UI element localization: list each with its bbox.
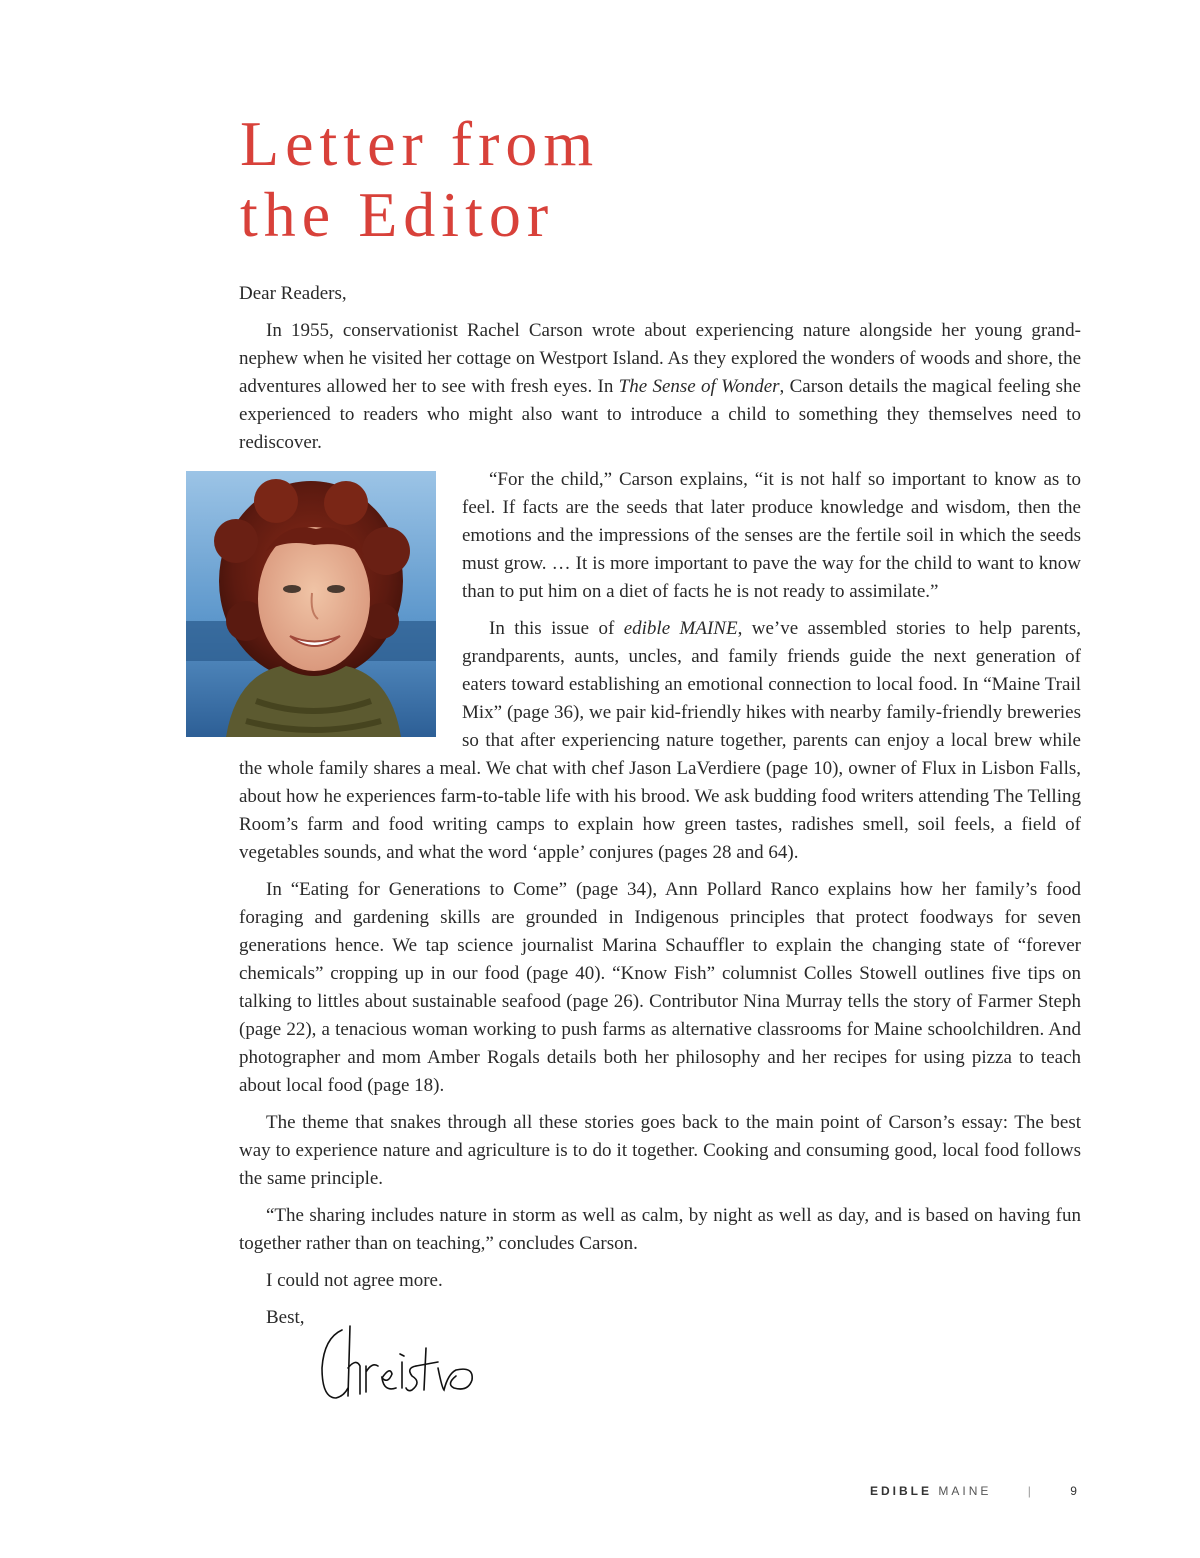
paragraph-5: The theme that snakes through all these stories goes back to the main point of Carson’s essay: The best way to experience nature and agriculture is to do it together. Cooking and consuming good, local food follows the same principle.: [239, 1112, 1081, 1189]
footer-brand: EDIBLE: [870, 1484, 933, 1498]
book-title: The Sense of Wonder: [618, 376, 780, 397]
page-number: 9: [1070, 1484, 1080, 1498]
paragraph-7: I could not agree more.: [266, 1270, 443, 1291]
paragraph-4: In “Eating for Generations to Come” (page 34), Ann Pollard Ranco explains how her family’s food foraging and gardening skills are grounded in Indigenous principles that protect foodways for seven generations hence. We tap science journalist Marina Schauffler to explain the changing state of “forever chemicals” cropping up in our food (page 40). “Know Fish” columnist Colles Stowell outlines five tips on talking to littles about sustainable seafood (page 26). Contributor Nina Murray tells the story of Farmer Steph (page 22), a tenacious woman working to push farms as alternative classrooms for Maine schoolchildren. And photographer and mom Amber Rogals details both her philosophy and her recipes for using pizza to teach about local food (page 18).: [239, 879, 1081, 1096]
salutation: Dear Readers,: [239, 283, 347, 304]
footer-separator: |: [1027, 1484, 1034, 1498]
signature: [314, 1318, 484, 1408]
paragraph-3-end: , we’ve assembled stories to help parents, grandparents, aunts, uncles, and family friends guide the next generation of eaters toward establishing an emotional connection to local food. In “Maine Trail Mix” (page 36), we pair kid-friendly hikes with nearby family-friendly breweries so that after experiencing nature together, parents can enjoy a local brew while the whole family shares a meal. We chat with chef Jason LaVerdiere (page 10), owner of Flux in Lisbon Falls, about how he experiences farm-to-table life with his brood. We ask budding food writers attending The Telling Room’s farm and food writing camps to explain how green tastes, radishes smell, soil feels, a field of vegetables sounds, and what the word ‘apple’ conjures (pages 28 and 64).: [239, 618, 1081, 863]
title-line-1: Letter from: [240, 108, 600, 179]
paragraph-3-start: In this issue of: [489, 618, 624, 639]
editor-photo: [186, 471, 436, 737]
paragraph-6: “The sharing includes nature in storm as well as calm, by night as well as day, and is based on having fun together rather than on teaching,” concludes Carson.: [239, 1205, 1081, 1254]
closing: Best,: [266, 1307, 305, 1328]
paragraph-1: [239, 317, 1081, 457]
paragraph-1-end: , Carson details the magical feeling she experienced to readers who might also want to introduce a child to something they themselves need to rediscover.: [239, 376, 1081, 453]
magazine-title: edible MAINE: [623, 618, 738, 639]
paragraph-2: “For the child,” Carson explains, “it is not half so important to know as to feel. If facts are the seeds that later produce knowledge and wisdom, then the emotions and the impressions of the senses are the fertile soil in which the seeds must grow. … It is more important to pave the way for the child to want to know than to put him on a diet of facts he is not ready to assimilate.”: [462, 469, 1081, 602]
footer-publication: MAINE: [938, 1484, 992, 1498]
title-line-2: the Editor: [240, 179, 555, 250]
paragraph-1-text: In 1955, conservationist Rachel Carson wrote about experiencing nature alongside her young grand-nephew when he visited her cottage on Westport Island. As they explored the wonders of woods and shore, the adventures allowed her to see with fresh eyes. In: [239, 320, 1081, 397]
page-title: [240, 108, 599, 250]
page-footer: [870, 1484, 1080, 1498]
letter-body: [239, 280, 1081, 1341]
